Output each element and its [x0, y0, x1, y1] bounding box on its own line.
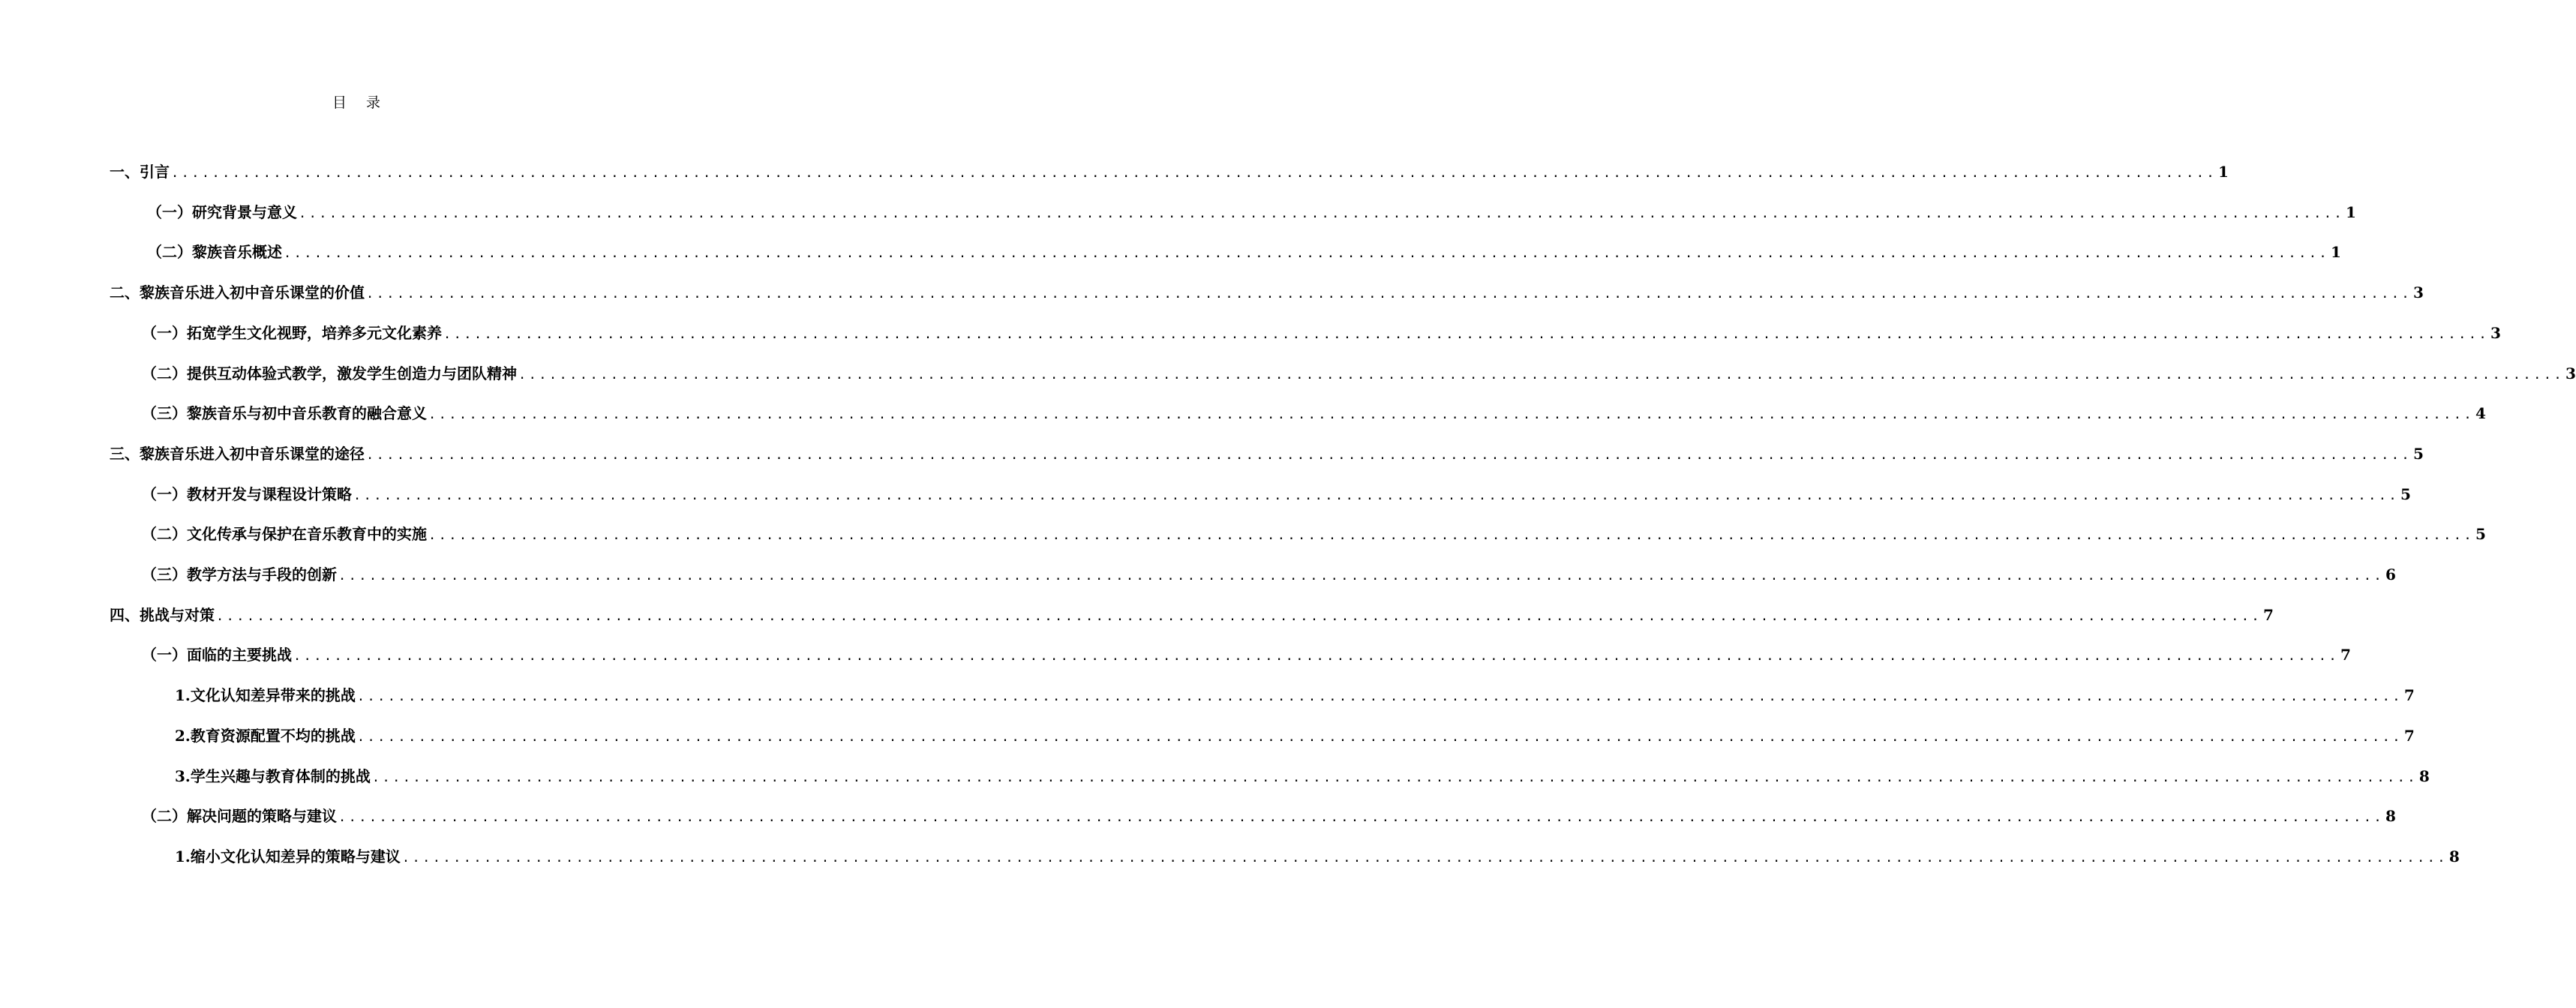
toc-entry-page-number: 5: [2400, 484, 2411, 503]
toc-entry[interactable]: [0, 442, 2424, 465]
toc-entry-page-number: 1: [2330, 243, 2341, 262]
toc-entry-page-number: 7: [2403, 726, 2415, 745]
toc-entry-title: 四、挑战与对策: [110, 605, 215, 624]
toc-entry-title: 2.教育资源配置不均的挑战: [175, 726, 356, 745]
toc-entry-page-number: 4: [2475, 404, 2486, 423]
toc-entry-title: （二）解决问题的策略与建议: [142, 807, 337, 826]
toc-entry-title: 1.文化认知差异带来的挑战: [175, 686, 356, 705]
toc-entry-page-number: 1: [2345, 202, 2356, 221]
toc-entry-page-number: 7: [2340, 646, 2351, 664]
dot-leader: ........................................................................................................................................................................................................: [338, 568, 2384, 584]
toc-entry-page-number: 1: [2217, 163, 2229, 181]
toc-entry-title: （一）教材开发与课程设计策略: [142, 484, 352, 503]
toc-entry-page-number: 7: [2403, 686, 2415, 705]
dot-leader: ........................................................................................................................................................................................................: [443, 326, 2489, 342]
toc-entry-page-number: 5: [2412, 444, 2424, 463]
toc-entry-title: （一）面临的主要挑战: [142, 646, 292, 664]
toc-entry-page-number: 8: [2418, 766, 2430, 785]
toc-entry[interactable]: [0, 402, 2486, 424]
dot-leader: ........................................................................................................................................................................................................: [401, 850, 2448, 866]
dot-leader: ........................................................................................................................................................................................................: [518, 367, 2564, 382]
toc-entry-page-number: 3: [2490, 323, 2501, 342]
toc-entry[interactable]: [0, 684, 2415, 706]
toc-entry[interactable]: [0, 201, 2356, 224]
toc-entry-title: （一）研究背景与意义: [147, 202, 297, 221]
dot-leader: ........................................................................................................................................................................................................: [299, 206, 2344, 221]
toc-entry[interactable]: [0, 805, 2396, 827]
dot-leader: ........................................................................................................................................................................................................: [428, 407, 2474, 423]
toc-entry-title: （二）提供互动体验式教学，激发学生创造力与团队精神: [142, 364, 517, 382]
dot-leader: ........................................................................................................................................................................................................: [356, 729, 2403, 745]
toc-entry-title: （三）黎族音乐与初中音乐教育的融合意义: [142, 404, 427, 423]
toc-entry[interactable]: [0, 160, 2229, 183]
dot-leader: ........................................................................................................................................................................................................: [171, 166, 2217, 181]
toc-entry-page-number: 7: [2262, 605, 2274, 624]
toc-entry[interactable]: [0, 845, 2460, 868]
toc-entry[interactable]: [0, 523, 2486, 545]
dot-leader: ........................................................................................................................................................................................................: [356, 689, 2403, 705]
toc-entry-page-number: 3: [2565, 364, 2576, 382]
dot-leader: ........................................................................................................................................................................................................: [293, 649, 2339, 664]
toc-entry-title: 3.学生兴趣与教育体制的挑战: [175, 766, 371, 785]
toc-entry[interactable]: [0, 724, 2415, 747]
toc-entry-title: 1.缩小文化认知差异的策略与建议: [175, 847, 401, 866]
toc-entry-page-number: 5: [2475, 525, 2486, 544]
toc-entry-title: （一）拓宽学生文化视野，培养多元文化素养: [142, 323, 442, 342]
toc-title: 目录: [332, 94, 400, 111]
dot-leader: ........................................................................................................................................................................................................: [216, 608, 2262, 624]
toc-entry[interactable]: [0, 241, 2341, 263]
toc-entry-page-number: 3: [2412, 284, 2424, 302]
toc-entry-page-number: 8: [2448, 847, 2460, 866]
toc-entry[interactable]: [0, 563, 2396, 586]
toc-entry[interactable]: [0, 322, 2501, 344]
dot-leader: ........................................................................................................................................................................................................: [366, 447, 2412, 463]
toc-entry-title: 二、黎族音乐进入初中音乐课堂的价值: [110, 284, 365, 302]
toc-entry-title: （二）黎族音乐概述: [147, 243, 282, 262]
toc-entry-title: 三、黎族音乐进入初中音乐课堂的途径: [110, 444, 365, 463]
toc-entry[interactable]: [0, 644, 2351, 666]
toc-entry[interactable]: [0, 362, 2576, 385]
toc-entry-title: 一、引言: [110, 163, 170, 181]
toc-entry[interactable]: [0, 765, 2430, 788]
dot-leader: ........................................................................................................................................................................................................: [366, 286, 2412, 302]
toc-entry-page-number: 6: [2385, 566, 2396, 584]
toc-entry-title: （三）教学方法与手段的创新: [142, 566, 337, 584]
toc-entry-title: （二）文化传承与保护在音乐教育中的实施: [142, 525, 427, 544]
dot-leader: ........................................................................................................................................................................................................: [371, 770, 2418, 785]
toc-entry[interactable]: [0, 483, 2411, 506]
toc-entry[interactable]: [0, 604, 2274, 626]
toc-entry[interactable]: [0, 281, 2424, 304]
dot-leader: ........................................................................................................................................................................................................: [353, 488, 2399, 503]
dot-leader: ........................................................................................................................................................................................................: [284, 246, 2329, 262]
toc-entry-page-number: 8: [2385, 807, 2396, 826]
dot-leader: ........................................................................................................................................................................................................: [428, 528, 2474, 544]
dot-leader: ........................................................................................................................................................................................................: [338, 810, 2384, 826]
